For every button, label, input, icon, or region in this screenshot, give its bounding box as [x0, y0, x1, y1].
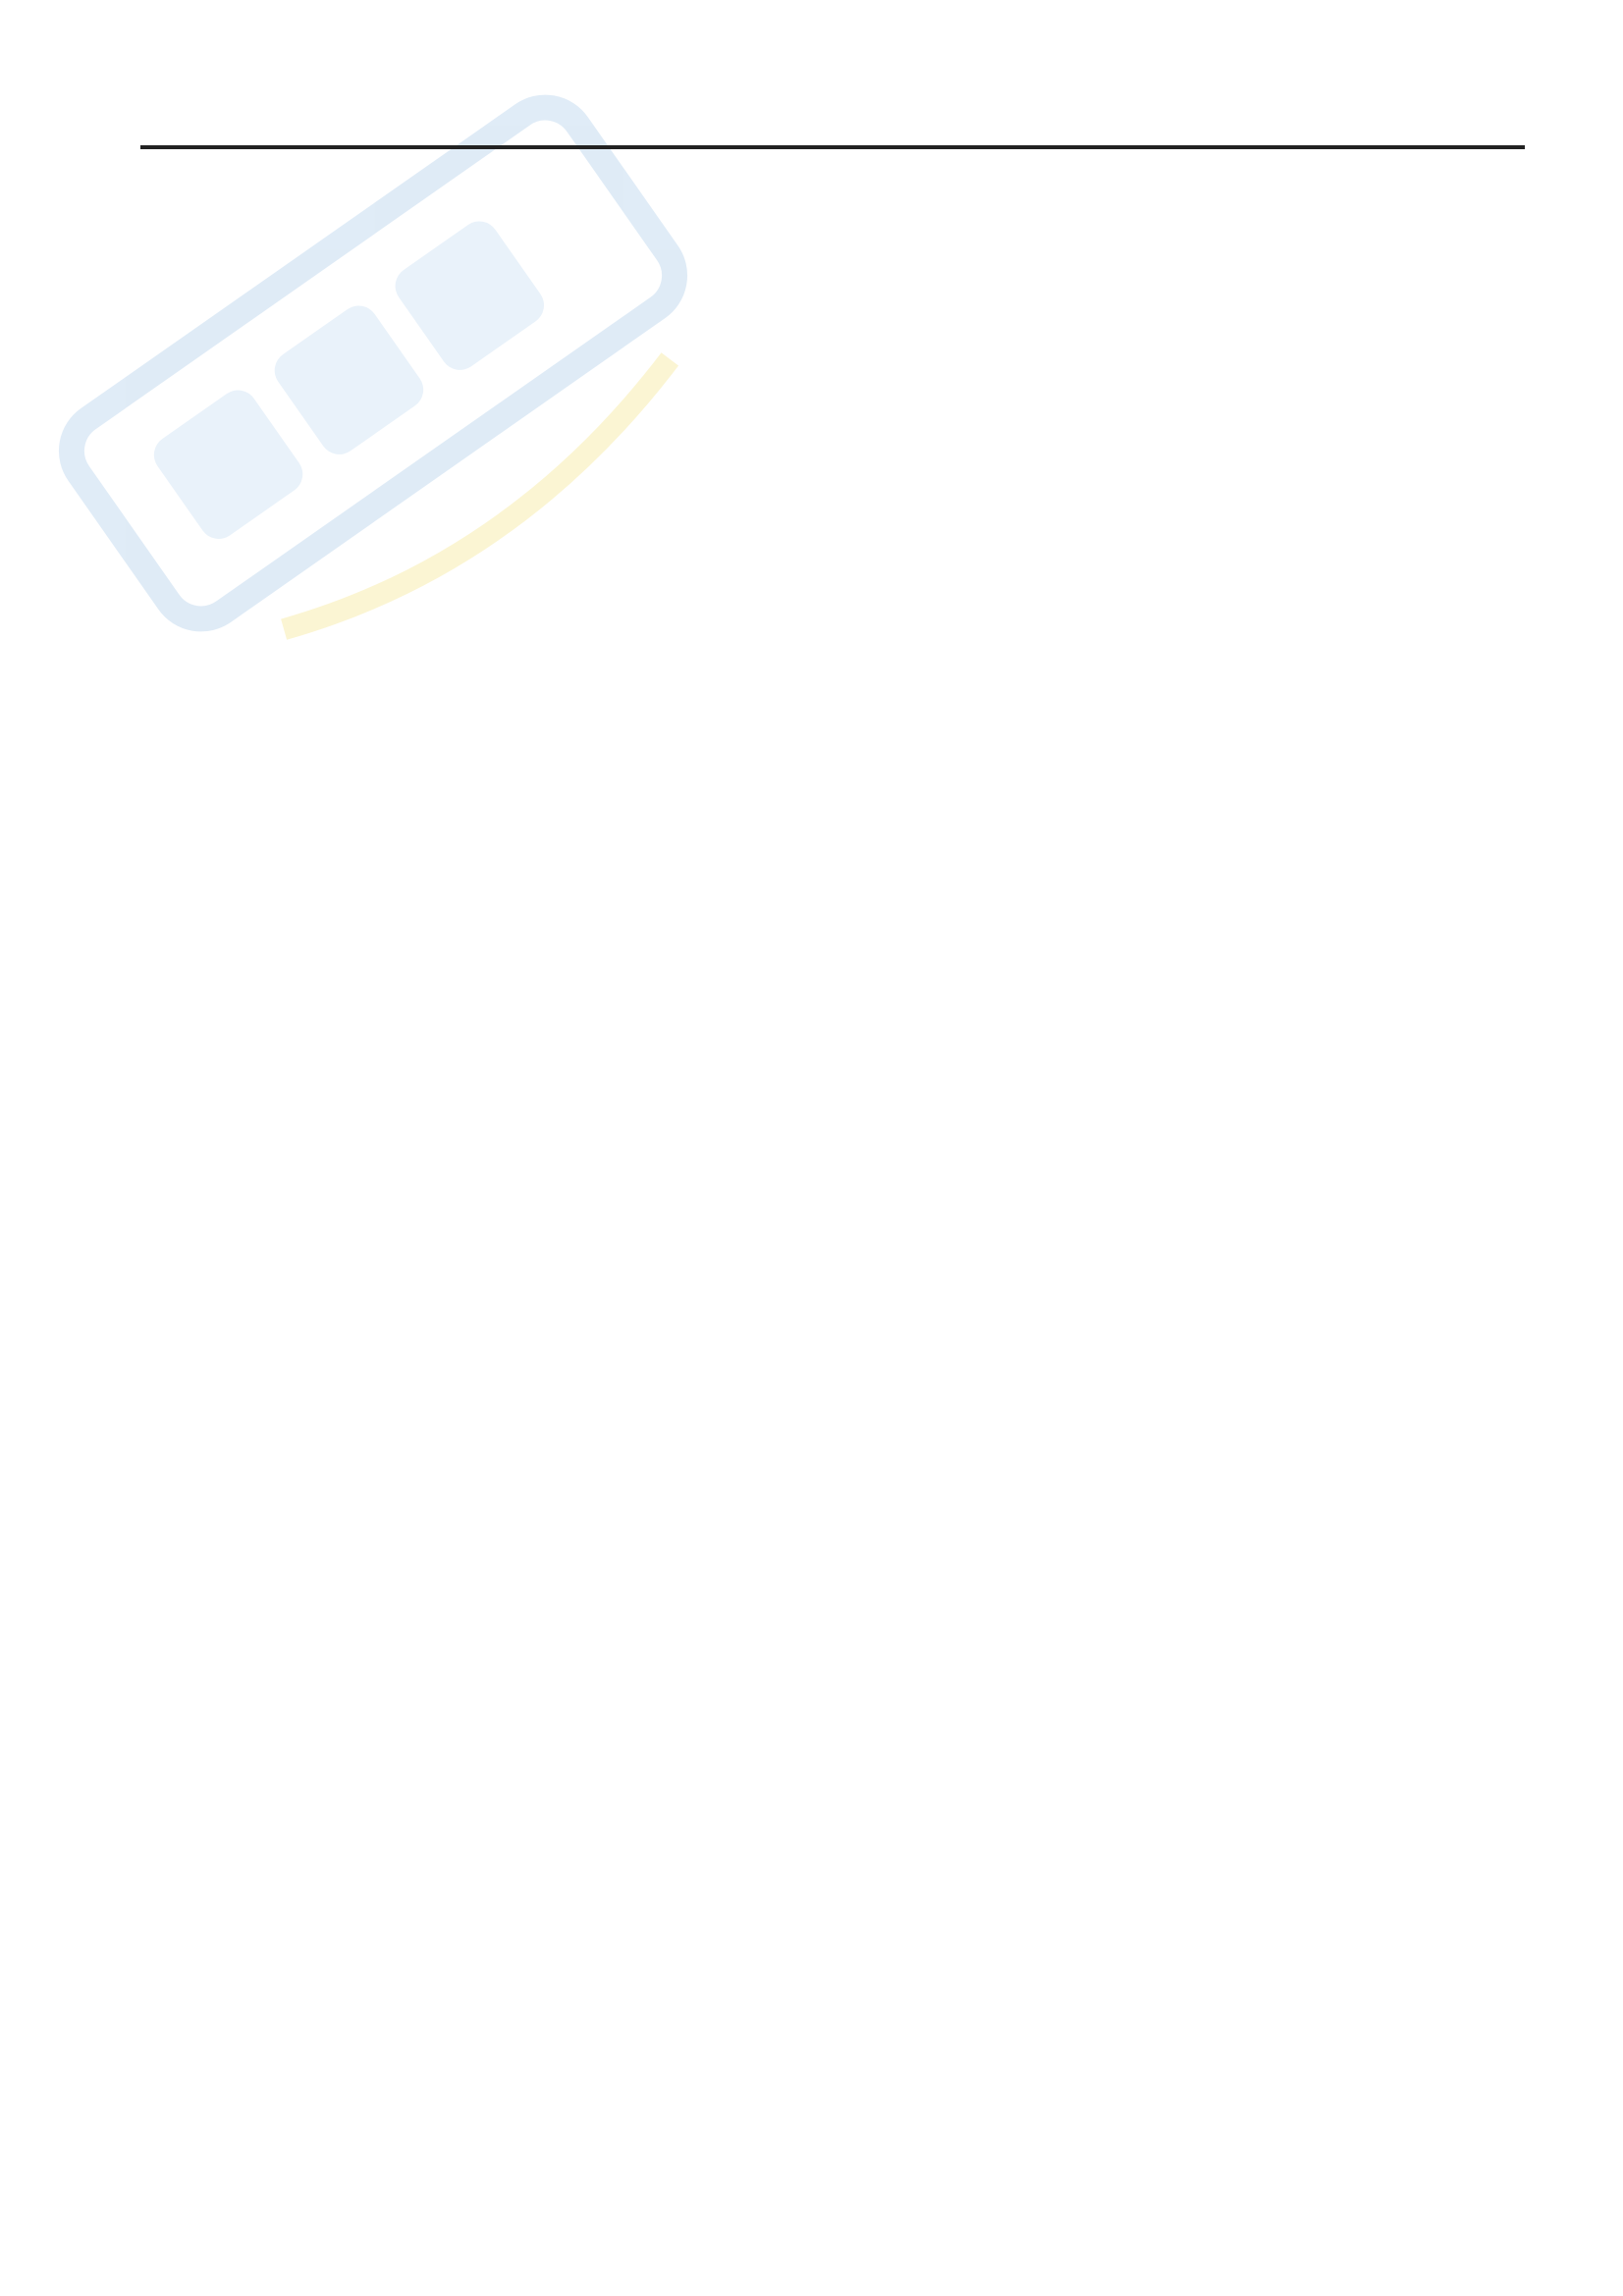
- table-header-row: [141, 146, 1524, 148]
- document-body: [155, 92, 1528, 188]
- table-header-procedure: [833, 146, 1524, 148]
- tactics-table: [140, 145, 1525, 149]
- table-header-tactics: [141, 146, 833, 148]
